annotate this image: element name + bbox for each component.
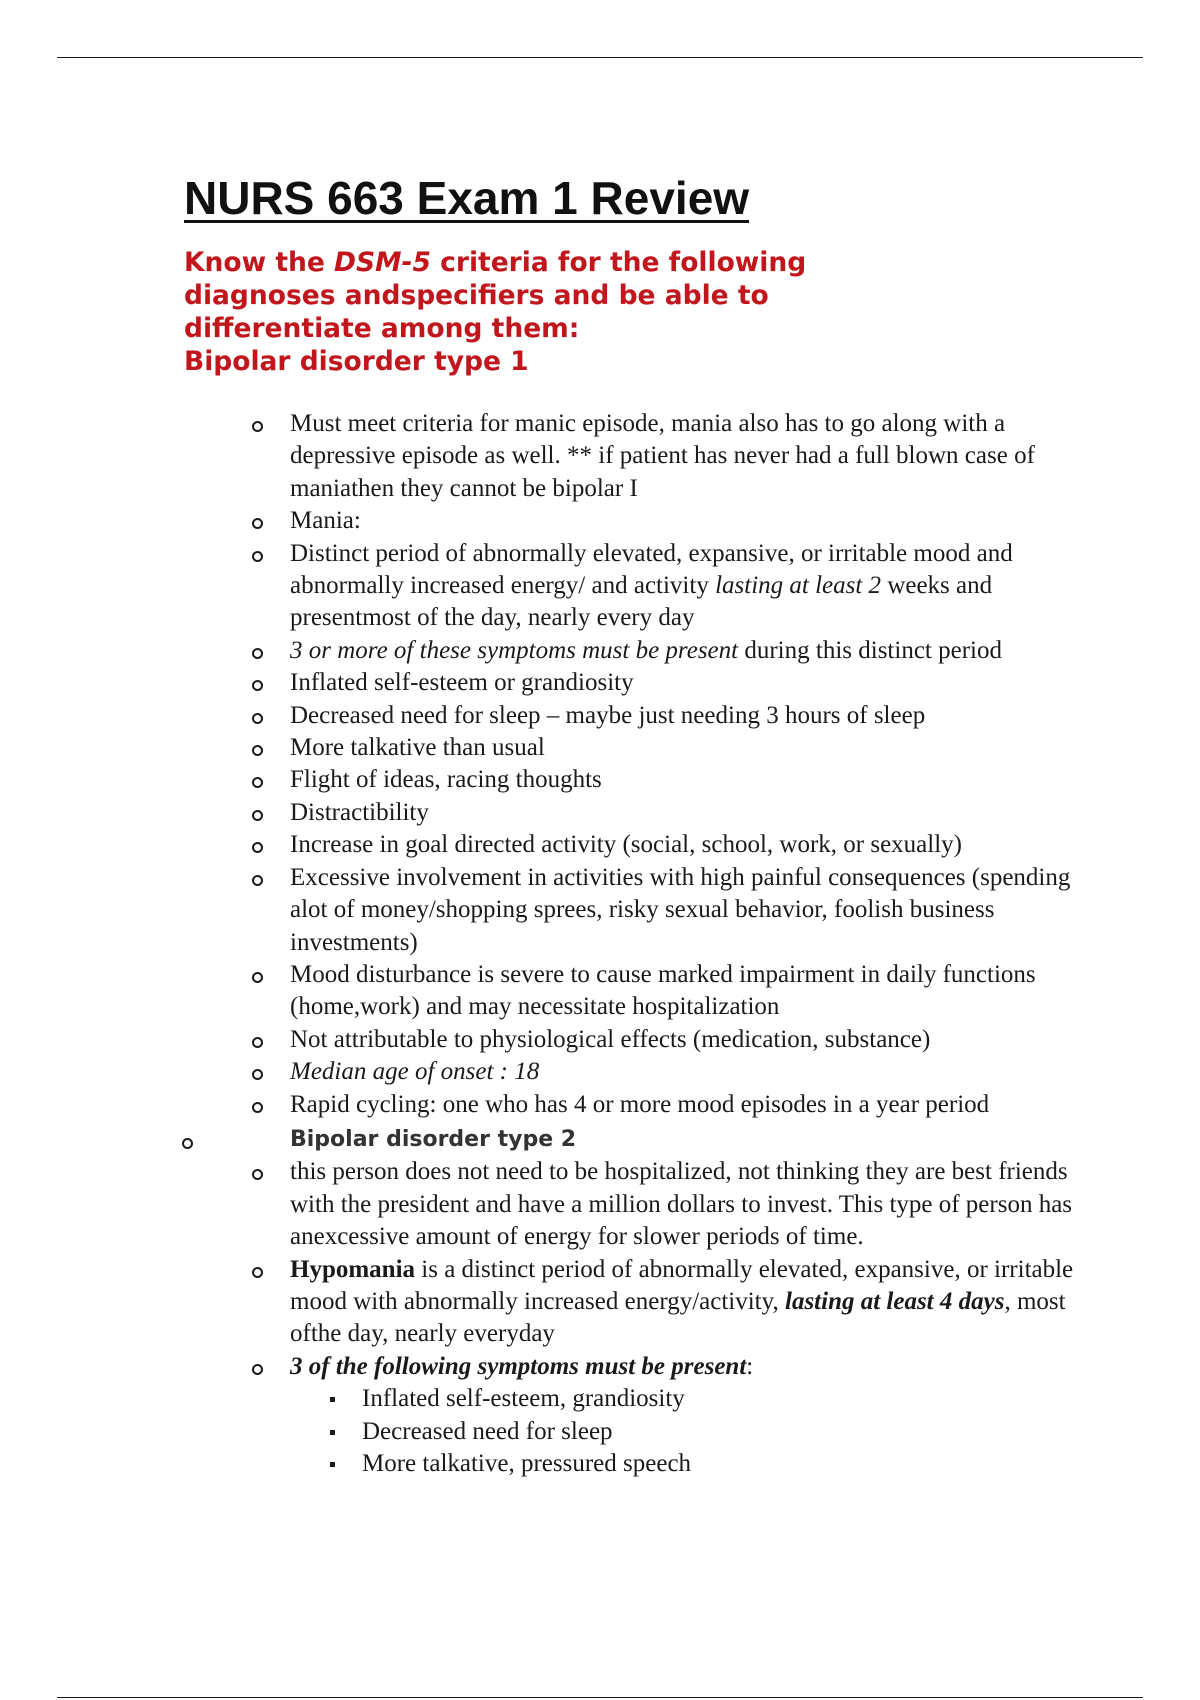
list-item: Inflated self-esteem or grandiosity (184, 667, 1114, 699)
circle-bullet-icon (252, 648, 263, 659)
symptom-sublist (290, 1383, 1114, 1480)
circle-bullet-icon (252, 842, 263, 853)
heading-bipolar1: Bipolar disorder type 1 (184, 346, 529, 377)
circle-bullet-icon (252, 745, 263, 756)
circle-bullet-icon (252, 972, 263, 983)
sublist-item: More talkative, pressured speech (184, 1448, 1114, 1480)
circle-bullet-icon (252, 1364, 263, 1375)
circle-bullet-icon (252, 1267, 263, 1278)
bipolar1-list (184, 408, 1114, 1480)
circle-bullet-icon (252, 1069, 263, 1080)
list-item: Must meet criteria for manic episode, mania also has to go along with a depressive episode as well. ** if patient has never had a full blown case of maniathen they cannot be bipolar I (184, 408, 1114, 505)
circle-bullet-icon (252, 713, 263, 724)
list-item: Hypomania is a distinct period of abnormally elevated, expansive, or irritable mood with abnormally increased energy/activity, lasting at least 4 days, most ofthe day, nearly everyday (184, 1254, 1114, 1351)
list-item: Flight of ideas, racing thoughts (184, 764, 1114, 796)
circle-bullet-icon (252, 551, 263, 562)
bipolar2-heading: Bipolar disorder type 2 (184, 1123, 1114, 1156)
circle-bullet-icon (252, 421, 263, 432)
circle-bullet-icon (252, 1037, 263, 1048)
circle-bullet-icon (252, 777, 263, 788)
page-title: NURS 663 Exam 1 Review (184, 172, 750, 224)
top-rule (57, 57, 1143, 58)
list-item: 3 or more of these symptoms must be present during this distinct period (184, 635, 1114, 667)
circle-bullet-icon (252, 680, 263, 691)
square-bullet-icon (330, 1397, 335, 1402)
document-body (184, 170, 1114, 1480)
square-bullet-icon (330, 1462, 335, 1467)
circle-bullet-icon (252, 810, 263, 821)
list-item: Increase in goal directed activity (social, school, work, or sexually) (184, 829, 1114, 861)
heading-dsm: DSM-5 (334, 247, 431, 278)
square-bullet-icon (330, 1430, 335, 1435)
section-heading (184, 246, 904, 378)
list-item: More talkative than usual (184, 732, 1114, 764)
list-item: Mania: (184, 505, 1114, 537)
sublist-item: Decreased need for sleep (184, 1416, 1114, 1448)
sublist-item: Inflated self-esteem, grandiosity (184, 1383, 1114, 1415)
heading-text-1: Know the (184, 247, 335, 278)
list-item: Not attributable to physiological effects (medication, substance) (184, 1024, 1114, 1056)
heading-text-2: criteria for the following diagnoses andspecifiers and be able to differentiate among them: (184, 247, 807, 344)
list-item: Rapid cycling: one who has 4 or more mood episodes in a year period (184, 1089, 1114, 1121)
list-item: Distinct period of abnormally elevated, expansive, or irritable mood and abnormally increased energy/ and activity lasting at least 2 weeks and presentmost of the day, nearly every day (184, 538, 1114, 635)
list-item: Median age of onset : 18 (184, 1056, 1114, 1088)
list-item: Decreased need for sleep – maybe just needing 3 hours of sleep (184, 700, 1114, 732)
list-item: 3 of the following symptoms must be present: Inflated self-esteem, grandiosity Decreased need for sleep More talkative, pressured speech (184, 1351, 1114, 1481)
list-item: this person does not need to be hospitalized, not thinking they are best friends with the president and have a million dollars to invest. This type of person has anexcessive amount of energy for slower periods of time. (184, 1156, 1114, 1253)
circle-bullet-icon (252, 875, 263, 886)
circle-bullet-icon (252, 518, 263, 529)
list-item: Mood disturbance is severe to cause marked impairment in daily functions (home,work) and may necessitate hospitalization (184, 959, 1114, 1024)
bottom-rule (57, 1697, 1143, 1698)
circle-bullet-icon (182, 1138, 193, 1149)
circle-bullet-icon (252, 1169, 263, 1180)
circle-bullet-icon (252, 1102, 263, 1113)
list-item: Distractibility (184, 797, 1114, 829)
list-item: Excessive involvement in activities with high painful consequences (spending alot of money/shopping sprees, risky sexual behavior, foolish business investments) (184, 862, 1114, 959)
